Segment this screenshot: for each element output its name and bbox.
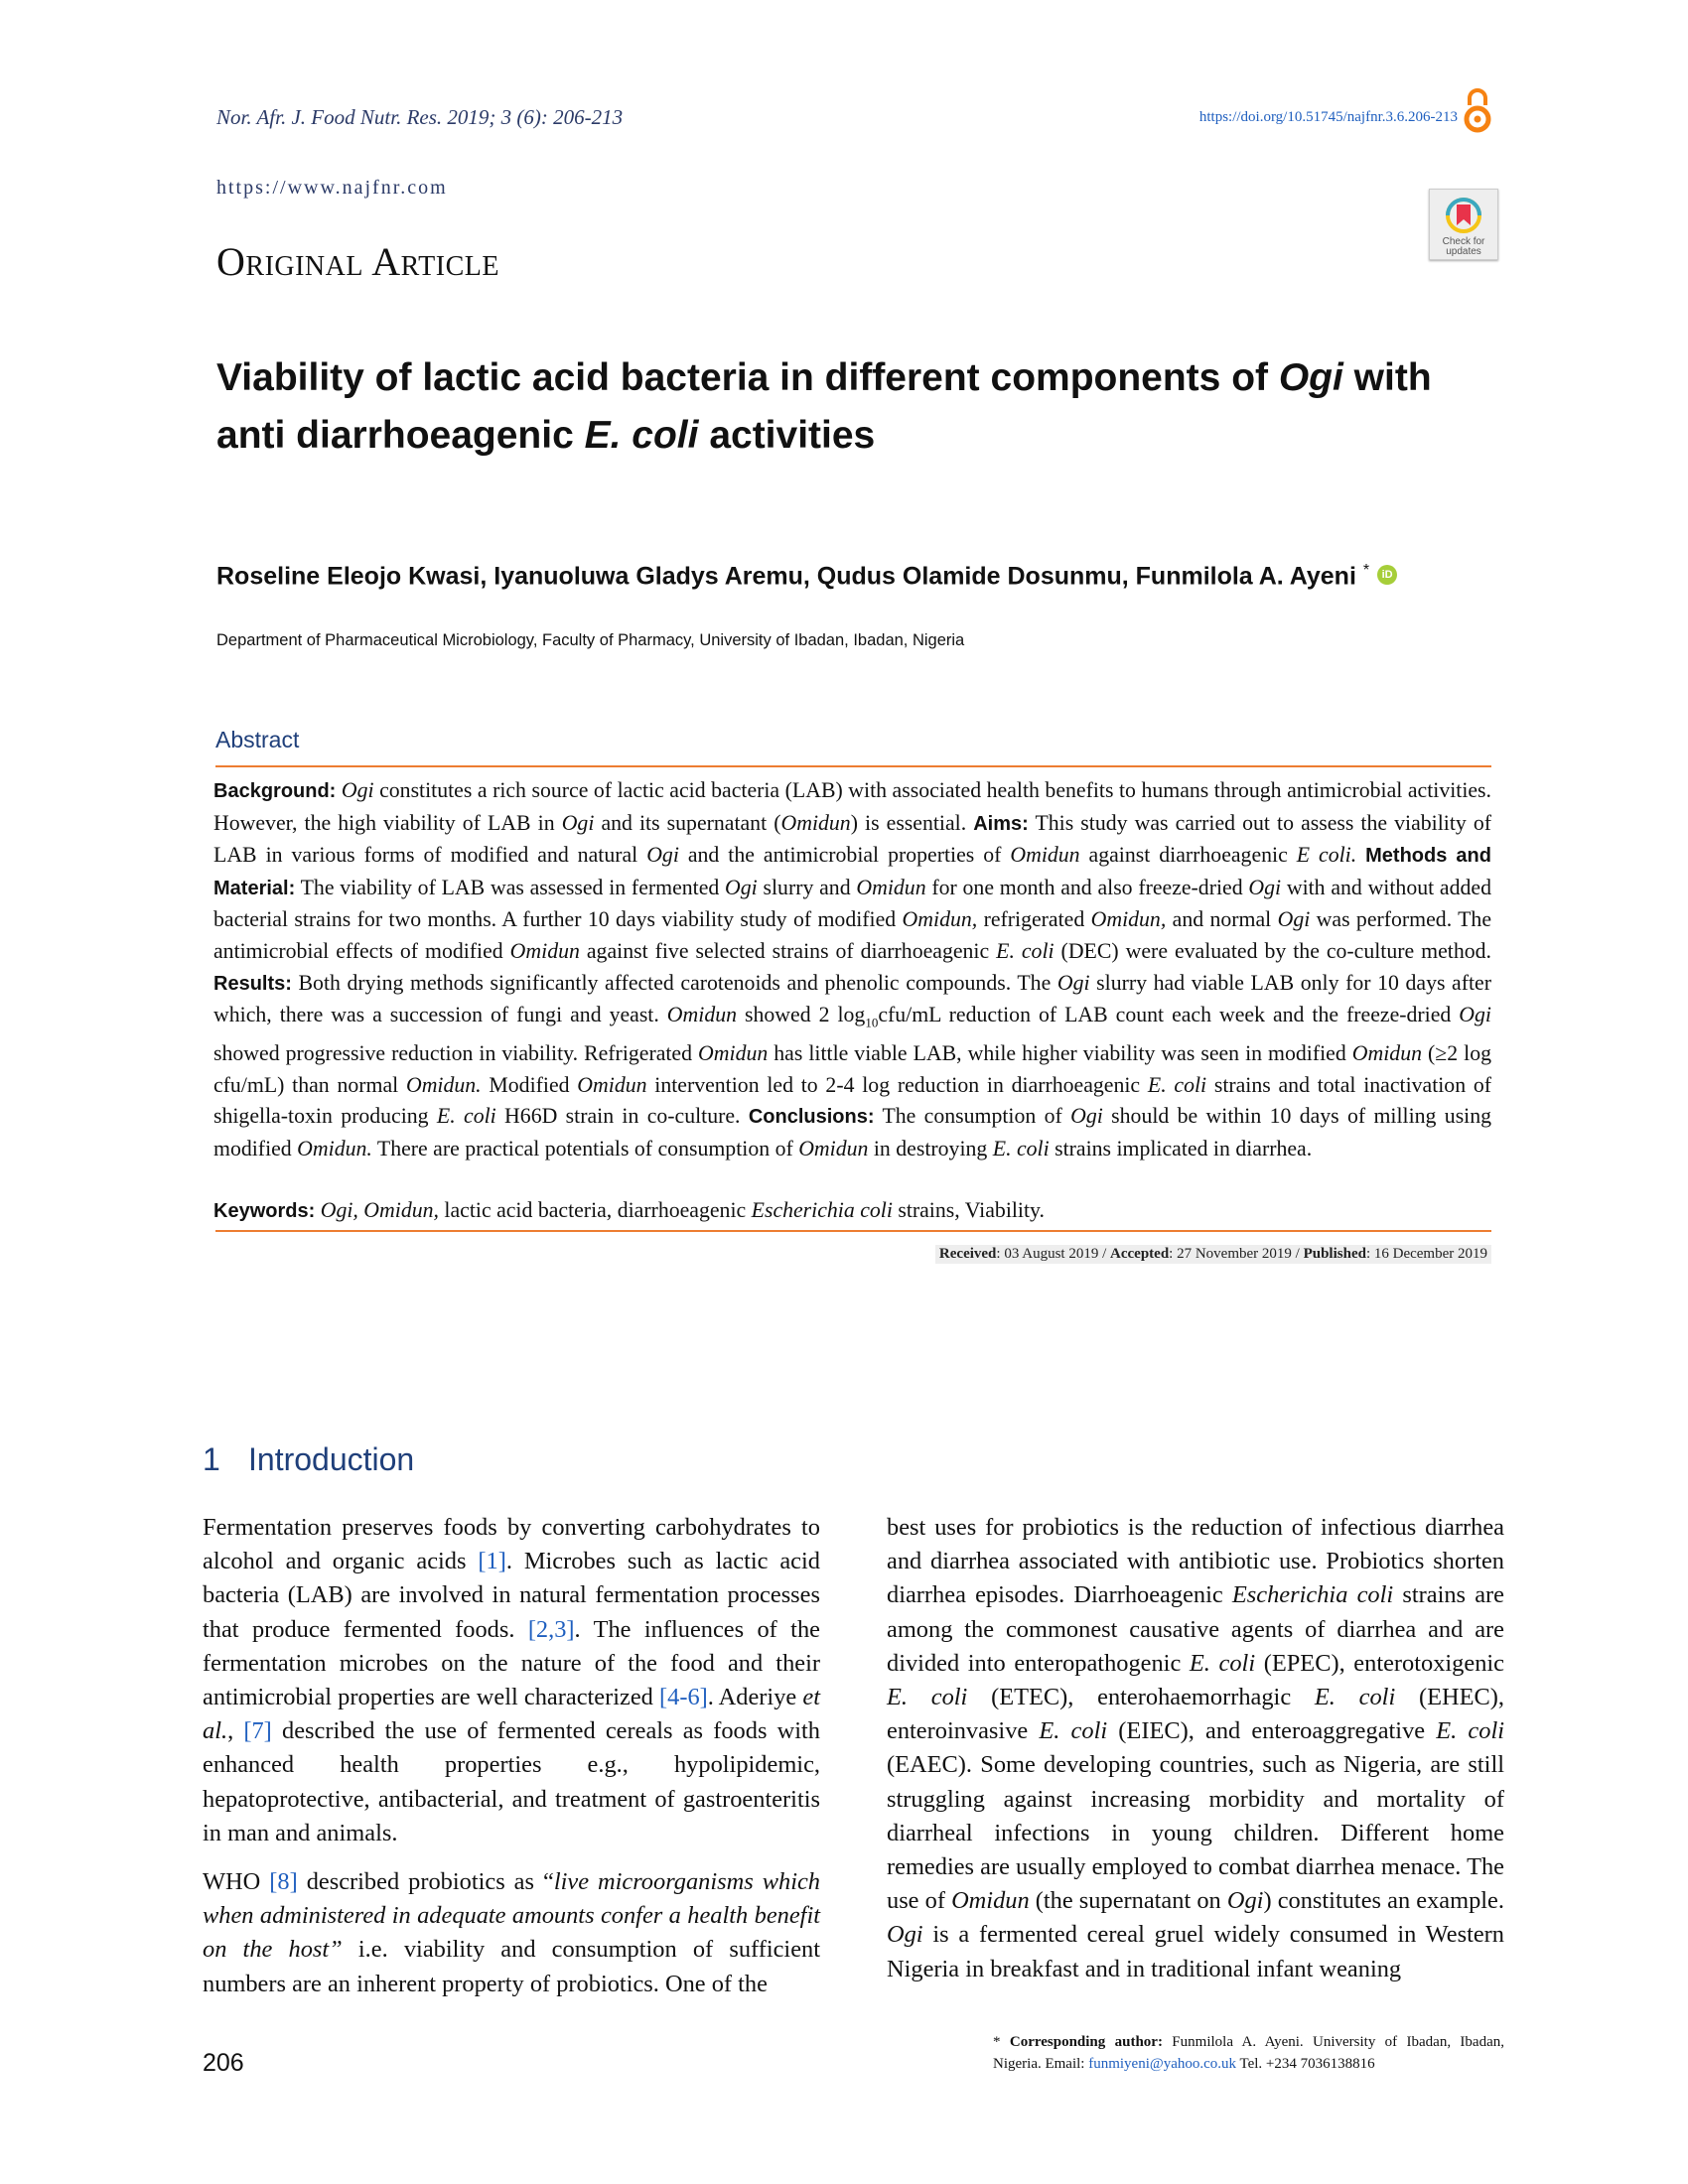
check-for-updates-badge[interactable]	[1429, 189, 1498, 260]
text-run: (EHEC), enteroinvasive	[887, 1684, 1505, 1745]
text-run: Omidun	[577, 1072, 647, 1097]
text-run: Ogi	[887, 1921, 923, 1949]
email-link[interactable]: funmiyeni@yahoo.co.uk	[1088, 2056, 1237, 2072]
text-run: (the supernatant on	[1029, 1887, 1227, 1915]
section-label: Background:	[213, 780, 337, 802]
text-run: showed progressive reduction in viability. Refrigerated	[213, 1041, 699, 1066]
text-run: Both drying methods significantly affected carotenoids and phenolic compounds. The	[291, 970, 1057, 995]
section-label: Conclusions:	[748, 1106, 875, 1129]
text-run: ) is essential.	[850, 810, 974, 835]
section-label: Keywords:	[213, 1200, 316, 1222]
text-run: Omidun.	[405, 1072, 482, 1097]
abstract-body	[213, 775, 1491, 1164]
abstract-heading: Abstract	[215, 727, 300, 752]
text-run: Omidun	[698, 1041, 769, 1066]
page-number: 206	[203, 2049, 244, 2077]
text-run: Escherichia coli	[1231, 1581, 1394, 1609]
text-run: . The influences of the fermentation microbes on the nature of the food and their antimicrobial properties are well characterized	[203, 1615, 820, 1711]
text-run: with and without added bacterial strains for two months. A further 10 days viability study of modified	[213, 875, 1491, 932]
citation-link[interactable]: [8]	[269, 1868, 298, 1896]
text-run: for one month and also freeze-dried	[925, 875, 1249, 899]
text-run: live microorganisms which when administered in adequate amounts confer a health benefit on the host”	[203, 1868, 820, 1964]
text-run: E. coli	[1039, 1717, 1108, 1745]
accepted-date: : 27 November 2019 /	[1169, 1246, 1304, 1262]
section-label: Results:	[213, 972, 292, 995]
section-label: Aims:	[973, 812, 1029, 835]
citation-link[interactable]: [2,3]	[527, 1615, 575, 1643]
text-run: Omidun	[1010, 843, 1080, 868]
text-run: (EAEC). Some developing countries, such as Nigeria, are still struggling against increasing morbidity and mortality of diarrheal infections in young children. Different home remedies are usually employed to combat diarrhea menace. The use of	[887, 1751, 1504, 1915]
published-label: Published	[1303, 1246, 1366, 1262]
text-run: should be within 10 days of milling using modified	[213, 1104, 1492, 1160]
keywords	[213, 1198, 1491, 1223]
text-run: in destroying	[868, 1136, 993, 1160]
text-run: Omidun	[798, 1136, 869, 1160]
text-run	[1356, 843, 1365, 867]
text-run: best uses for probiotics is the reduction of infectious diarrhea and diarrhea associated with antibiotic use. Probiotics shorten diarrhea episodes. Diarrhoeagenic	[887, 1514, 1504, 1609]
text-run: against five selected strains of diarrhoeagenic	[579, 938, 997, 963]
article-type: Original Article	[216, 239, 499, 284]
text-run: The viability of LAB was assessed in fermented	[295, 875, 726, 899]
text-run: There are practical potentials of consumption of	[371, 1136, 799, 1160]
section-label: Methods and Material:	[213, 845, 1491, 899]
text-run: intervention led to 2-4 log reduction in diarrhoeagenic	[646, 1072, 1148, 1097]
text-run: Omidun,	[902, 907, 978, 932]
text-run: Modified	[481, 1072, 578, 1097]
corresponding-mark: *	[1362, 562, 1370, 579]
text-run: Ogi	[1226, 1887, 1264, 1915]
right-column	[887, 1511, 1504, 2001]
text-run: constitutes a rich source of lactic acid bacteria (LAB) with associated health benefits to humans through antimicrobial activities. However, the high viability of LAB in	[213, 778, 1491, 835]
text-run: E. coli	[1147, 1072, 1207, 1097]
text-run: was performed. The antimicrobial effects of modified	[213, 907, 1492, 963]
text-run: . Aderiye	[707, 1684, 803, 1711]
text-run: Ogi	[646, 843, 679, 868]
received-date: : 03 August 2019 /	[996, 1246, 1111, 1262]
text-run: Omidun	[509, 938, 580, 963]
section-title: Introduction	[248, 1441, 415, 1477]
text-run: and the antimicrobial properties of	[678, 843, 1011, 868]
text-run: Ogi	[561, 810, 595, 835]
abstract-bottom-rule	[215, 1230, 1491, 1232]
doi-link[interactable]: https://doi.org/10.51745/najfnr.3.6.206-213	[1198, 109, 1458, 125]
text-run: (ETEC), enterohaemorrhagic	[967, 1684, 1315, 1711]
text-run: ) constitutes an example.	[1263, 1887, 1504, 1915]
paragraph	[203, 1511, 820, 1850]
citation-link[interactable]: [4-6]	[659, 1684, 708, 1711]
text-run: E. coli	[436, 1104, 496, 1129]
text-run: and its supernatant (	[594, 810, 781, 835]
accepted-label: Accepted	[1110, 1246, 1170, 1262]
text-run: Viability of lactic acid bacteria in different components of	[216, 356, 1279, 399]
text-run: Ogi	[725, 875, 758, 899]
text-run: strains and total inactivation of shigella-toxin producing	[213, 1072, 1492, 1129]
footnote-tel: Tel. +234 7036138816	[1236, 2056, 1375, 2072]
footnote-text: Funmilola A. Ayeni. University of Ibadan, Ibadan, Nigeria. Email:	[993, 2034, 1504, 2072]
text-run: E coli.	[1296, 843, 1357, 868]
text-run: against diarrhoeagenic	[1079, 843, 1297, 868]
text-run: Ogi	[1070, 1104, 1103, 1129]
text-run: Fermentation preserves foods by converting carbohydrates to alcohol and organic acids	[203, 1514, 820, 1575]
text-run: E. coli	[1189, 1649, 1256, 1677]
affiliation: Department of Pharmaceutical Microbiology, Faculty of Pharmacy, University of Ibadan, Ibadan, Nigeria	[216, 631, 965, 649]
text-run: and normal	[1166, 907, 1278, 932]
text-run: Omidun,	[1090, 907, 1167, 932]
text-run: slurry had viable LAB only for 10 days after which, there was a succession of fungi and yeast.	[213, 970, 1491, 1027]
author-list	[216, 562, 1397, 591]
text-run: This study was carried out to assess the viability of LAB in various forms of modified and natural	[213, 810, 1491, 868]
published-date: : 16 December 2019	[1365, 1246, 1487, 1262]
text-run: Omidun	[951, 1887, 1030, 1915]
text-run: et al.	[203, 1684, 820, 1745]
text-run: E. coli	[1436, 1717, 1505, 1745]
text-run: (≥2 log cfu/mL) than normal	[213, 1041, 1491, 1097]
section-heading	[203, 1441, 414, 1478]
orcid-icon[interactable]: iD	[1377, 565, 1397, 585]
text-run: Omidun	[1351, 1041, 1422, 1066]
text-run: (EPEC), enterotoxigenic	[1255, 1649, 1504, 1677]
text-run: i.e. viability and consumption of sufficient numbers are an inherent property of probiotics. One of the	[203, 1936, 820, 1997]
text-run: WHO	[203, 1868, 270, 1896]
open-access-icon	[1464, 87, 1491, 135]
text-run: E. coli	[996, 938, 1055, 963]
text-run: Ogi	[1278, 356, 1343, 399]
footnote-label: Corresponding author:	[1009, 2034, 1163, 2050]
text-run: is a fermented cereal gruel widely consumed in Western Nigeria in breakfast and in traditional infant weaning	[887, 1921, 1504, 1982]
text-run: Ogi	[1056, 970, 1090, 995]
authors-text: Roseline Eleojo Kwasi, Iyanuoluwa Gladys Aremu, Qudus Olamide Dosunmu, Funmilola A. Ayeni	[216, 562, 1356, 591]
text-run: activities	[698, 414, 876, 457]
article-dates	[935, 1245, 1491, 1264]
text-run: refrigerated	[977, 907, 1091, 932]
text-run: described the use of fermented cereals as foods with enhanced health properties e.g., hypolipidemic, hepatoprotective, antibacterial, and treatment of gastroenteritis in man and animals.	[203, 1717, 820, 1846]
received-label: Received	[938, 1246, 997, 1262]
text-run: strains are among the commonest causative agents of diarrhea and are divided into enteropathogenic	[887, 1581, 1504, 1677]
text-run: Omidun.	[297, 1136, 372, 1160]
paragraph	[887, 1511, 1504, 1986]
text-run: The consumption of	[874, 1104, 1071, 1129]
citation-link[interactable]: [7]	[243, 1717, 272, 1745]
check-updates-icon	[1444, 196, 1483, 235]
text-run: (EIEC), and enteroaggregative	[1107, 1717, 1437, 1745]
text-run: showed 2 log	[737, 1003, 866, 1027]
journal-website[interactable]: https://www.najfnr.com	[216, 177, 448, 199]
text-run: lactic acid bacteria, diarrhoeagenic	[438, 1198, 752, 1222]
text-run: Ogi	[1459, 1003, 1491, 1027]
citation-link[interactable]: [1]	[478, 1548, 506, 1575]
text-run: cfu/mL reduction of LAB count each week and the freeze-dried	[878, 1003, 1460, 1027]
text-run: Ogi	[1248, 875, 1282, 899]
text-run: E. coli	[1314, 1684, 1396, 1711]
text-run: H66D strain in co-culture.	[495, 1104, 749, 1129]
text-run: 10	[865, 1015, 879, 1030]
text-run: ,	[227, 1717, 244, 1745]
corresponding-author-footnote	[993, 2031, 1504, 2075]
text-run: slurry and	[757, 875, 857, 899]
text-run: has little viable LAB, while higher viability was seen in modified	[768, 1041, 1352, 1066]
check-updates-line1: Check for	[1442, 236, 1485, 247]
text-run: Omidun	[856, 875, 926, 899]
text-run: E. coli	[992, 1136, 1050, 1160]
check-updates-line2: updates	[1446, 246, 1481, 257]
footnote-mark: *	[993, 2034, 1010, 2050]
left-column	[203, 1511, 820, 2016]
text-run: Omidun	[780, 810, 851, 835]
abstract-top-rule	[215, 765, 1491, 767]
text-run: strains implicated in diarrhea.	[1049, 1136, 1313, 1160]
article-title	[216, 349, 1507, 465]
text-run: Ogi	[1277, 907, 1311, 932]
text-run: Omidun	[666, 1003, 738, 1027]
text-run: . Microbes such as lactic acid bacteria (LAB) are involved in natural fermentation processes that produce fermented foods.	[203, 1548, 820, 1643]
text-run: strains, Viability.	[892, 1198, 1045, 1222]
text-run: E. coli	[584, 414, 699, 457]
text-run: (DEC) were evaluated by the co-culture method.	[1054, 938, 1491, 963]
text-run: Ogi, Omidun,	[320, 1198, 439, 1222]
text-run: E. coli	[887, 1684, 968, 1711]
text-run: Escherichia coli	[751, 1198, 893, 1222]
text-run: with anti diarrhoeagenic	[216, 356, 1432, 457]
text-run: Ogi	[341, 778, 374, 802]
section-number: 1	[203, 1441, 220, 1477]
journal-reference: Nor. Afr. J. Food Nutr. Res. 2019; 3 (6): 206-213	[216, 105, 624, 129]
paragraph	[203, 1865, 820, 2001]
text-run: described probiotics as “	[297, 1868, 554, 1896]
